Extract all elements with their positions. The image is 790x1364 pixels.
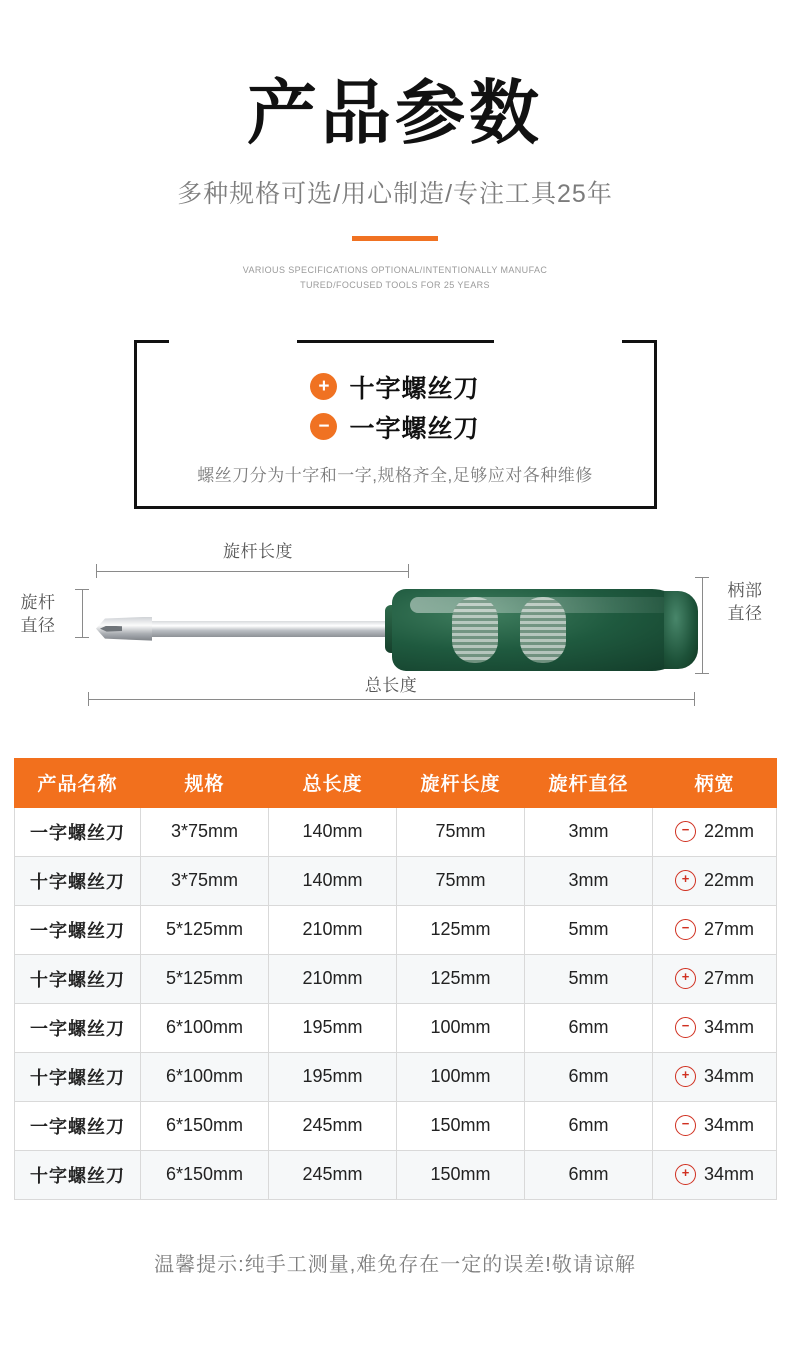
dim-label-shaft-length: 旋杆长度 <box>223 541 293 561</box>
cell-shaft-length: 150mm <box>397 1150 525 1199</box>
cell-shaft-diameter: 3mm <box>525 807 653 856</box>
dim-tick-shaft-dia-top <box>75 589 89 590</box>
table-row <box>15 905 777 954</box>
cell-product-name: 十字螺丝刀 <box>15 1150 141 1199</box>
dim-tick-shaft-dia-bottom <box>75 637 89 638</box>
table-header-row <box>15 758 777 807</box>
dim-line-shaft-diameter <box>82 589 83 637</box>
cell-shaft-length: 100mm <box>397 1052 525 1101</box>
type-row-phillips <box>137 369 654 405</box>
cell-product-name: 十字螺丝刀 <box>15 1052 141 1101</box>
cell-spec: 5*125mm <box>141 954 269 1003</box>
cell-shaft-length: 125mm <box>397 905 525 954</box>
page-header <box>0 0 790 294</box>
dim-line-handle-diameter <box>702 577 703 673</box>
dim-label-handle-diameter-line2: 直径 <box>727 604 763 624</box>
cell-total-length: 195mm <box>269 1003 397 1052</box>
cell-spec: 6*150mm <box>141 1150 269 1199</box>
cell-handle-width <box>653 807 777 856</box>
dim-label-shaft-diameter <box>10 591 66 639</box>
cell-shaft-diameter: 3mm <box>525 856 653 905</box>
dim-tick-shaft-right <box>408 564 409 578</box>
handle-width-value: 34mm <box>703 1115 754 1136</box>
cell-total-length: 195mm <box>269 1052 397 1101</box>
cell-spec: 6*100mm <box>141 1003 269 1052</box>
cell-shaft-length: 75mm <box>397 856 525 905</box>
table-row <box>15 807 777 856</box>
table-row <box>15 1101 777 1150</box>
accent-divider <box>352 236 438 241</box>
cell-handle-width <box>653 1052 777 1101</box>
dim-line-shaft-length <box>96 571 408 572</box>
cell-total-length: 140mm <box>269 807 397 856</box>
handle-width-value: 27mm <box>703 919 754 940</box>
english-caption <box>0 263 790 294</box>
dim-tick-shaft-left <box>96 564 97 578</box>
type-label-flathead: 一字螺丝刀 <box>349 414 480 443</box>
cell-product-name: 十字螺丝刀 <box>15 954 141 1003</box>
page-subtitle: 多种规格可选/用心制造/专注工具25年 <box>177 180 613 208</box>
cell-total-length: 245mm <box>269 1101 397 1150</box>
cell-shaft-diameter: 6mm <box>525 1101 653 1150</box>
cell-shaft-diameter: 5mm <box>525 954 653 1003</box>
cell-shaft-length: 125mm <box>397 954 525 1003</box>
column-header-name: 产品名称 <box>15 758 141 807</box>
plus-circle-icon: + <box>310 373 337 400</box>
column-header-shaft-diameter: 旋杆直径 <box>525 758 653 807</box>
screwdriver-grip-pad-2 <box>520 597 566 663</box>
column-header-spec: 规格 <box>141 758 269 807</box>
cell-spec: 6*100mm <box>141 1052 269 1101</box>
table-row <box>15 1150 777 1199</box>
cell-shaft-diameter: 6mm <box>525 1052 653 1101</box>
cell-product-name: 一字螺丝刀 <box>15 1003 141 1052</box>
cell-handle-width <box>653 1150 777 1199</box>
spec-table <box>14 758 777 1200</box>
cell-spec: 3*75mm <box>141 856 269 905</box>
dim-tick-total-right <box>694 692 695 706</box>
dim-label-handle-diameter <box>714 579 776 627</box>
minus-circle-icon: − <box>675 1017 696 1038</box>
cell-total-length: 245mm <box>269 1150 397 1199</box>
cell-spec: 6*150mm <box>141 1101 269 1150</box>
dim-tick-total-left <box>88 692 89 706</box>
column-header-shaft-length: 旋杆长度 <box>397 758 525 807</box>
cell-spec: 5*125mm <box>141 905 269 954</box>
cell-total-length: 210mm <box>269 905 397 954</box>
column-header-total-length: 总长度 <box>269 758 397 807</box>
minus-circle-icon: − <box>310 413 337 440</box>
handle-width-value: 34mm <box>703 1164 754 1185</box>
cell-product-name: 十字螺丝刀 <box>15 856 141 905</box>
handle-width-value: 27mm <box>703 968 754 989</box>
cell-spec: 3*75mm <box>141 807 269 856</box>
table-row <box>15 954 777 1003</box>
handle-width-value: 34mm <box>703 1017 754 1038</box>
dim-label-shaft-diameter-line1: 旋杆 <box>20 592 56 612</box>
border-notch-right <box>494 338 622 345</box>
minus-circle-icon: − <box>675 1115 696 1136</box>
cell-shaft-diameter: 5mm <box>525 905 653 954</box>
screwdriver-handle-cap <box>664 591 698 669</box>
cell-shaft-diameter: 6mm <box>525 1150 653 1199</box>
dim-tick-handle-dia-bottom <box>695 673 709 674</box>
spec-table-wrap <box>14 758 776 1200</box>
page-title: 产品参数 <box>247 72 543 154</box>
footer-note: 温馨提示:纯手工测量,难免存在一定的误差!敬请谅解 <box>154 1253 636 1276</box>
screwdriver-type-box <box>134 340 657 509</box>
cell-product-name: 一字螺丝刀 <box>15 1101 141 1150</box>
cell-product-name: 一字螺丝刀 <box>15 807 141 856</box>
screwdriver-shaft <box>148 621 398 637</box>
plus-circle-icon: + <box>675 870 696 891</box>
dim-label-handle-diameter-line1: 柄部 <box>727 580 763 600</box>
table-row <box>15 1052 777 1101</box>
table-row <box>15 1003 777 1052</box>
cell-handle-width <box>653 856 777 905</box>
table-body <box>15 807 777 1199</box>
cell-handle-width <box>653 1003 777 1052</box>
plus-circle-icon: + <box>675 1164 696 1185</box>
dim-label-shaft-diameter-line2: 直径 <box>20 616 56 636</box>
column-header-handle-width: 柄宽 <box>653 758 777 807</box>
cell-handle-width <box>653 954 777 1003</box>
english-caption-line1: VARIOUS SPECIFICATIONS OPTIONAL/INTENTIONALLY MANUFAC <box>242 265 548 275</box>
type-row-flathead <box>137 409 654 445</box>
handle-width-value: 34mm <box>703 1066 754 1087</box>
minus-circle-icon: − <box>675 919 696 940</box>
dim-label-total-length: 总长度 <box>311 671 471 696</box>
english-caption-line2: TURED/FOCUSED TOOLS FOR 25 YEARS <box>300 280 490 291</box>
cell-total-length: 210mm <box>269 954 397 1003</box>
dim-tick-handle-dia-top <box>695 577 709 578</box>
type-label-phillips: 十字螺丝刀 <box>349 374 480 403</box>
plus-circle-icon: + <box>675 968 696 989</box>
cell-total-length: 140mm <box>269 856 397 905</box>
cell-shaft-length: 150mm <box>397 1101 525 1150</box>
border-notch-left <box>169 338 297 345</box>
cell-shaft-diameter: 6mm <box>525 1003 653 1052</box>
handle-width-value: 22mm <box>703 870 754 891</box>
screwdriver-diagram <box>0 531 790 746</box>
plus-circle-icon: + <box>675 1066 696 1087</box>
screwdriver-grip-pad-1 <box>452 597 498 663</box>
typebox-description: 螺丝刀分为十字和一字,规格齐全,足够应对各种维修 <box>197 465 593 485</box>
minus-circle-icon: − <box>675 821 696 842</box>
table-row <box>15 856 777 905</box>
cell-product-name: 一字螺丝刀 <box>15 905 141 954</box>
cell-handle-width <box>653 1101 777 1150</box>
dim-line-total-length <box>88 699 694 700</box>
cell-shaft-length: 100mm <box>397 1003 525 1052</box>
cell-handle-width <box>653 905 777 954</box>
handle-width-value: 22mm <box>703 821 754 842</box>
cell-shaft-length: 75mm <box>397 807 525 856</box>
